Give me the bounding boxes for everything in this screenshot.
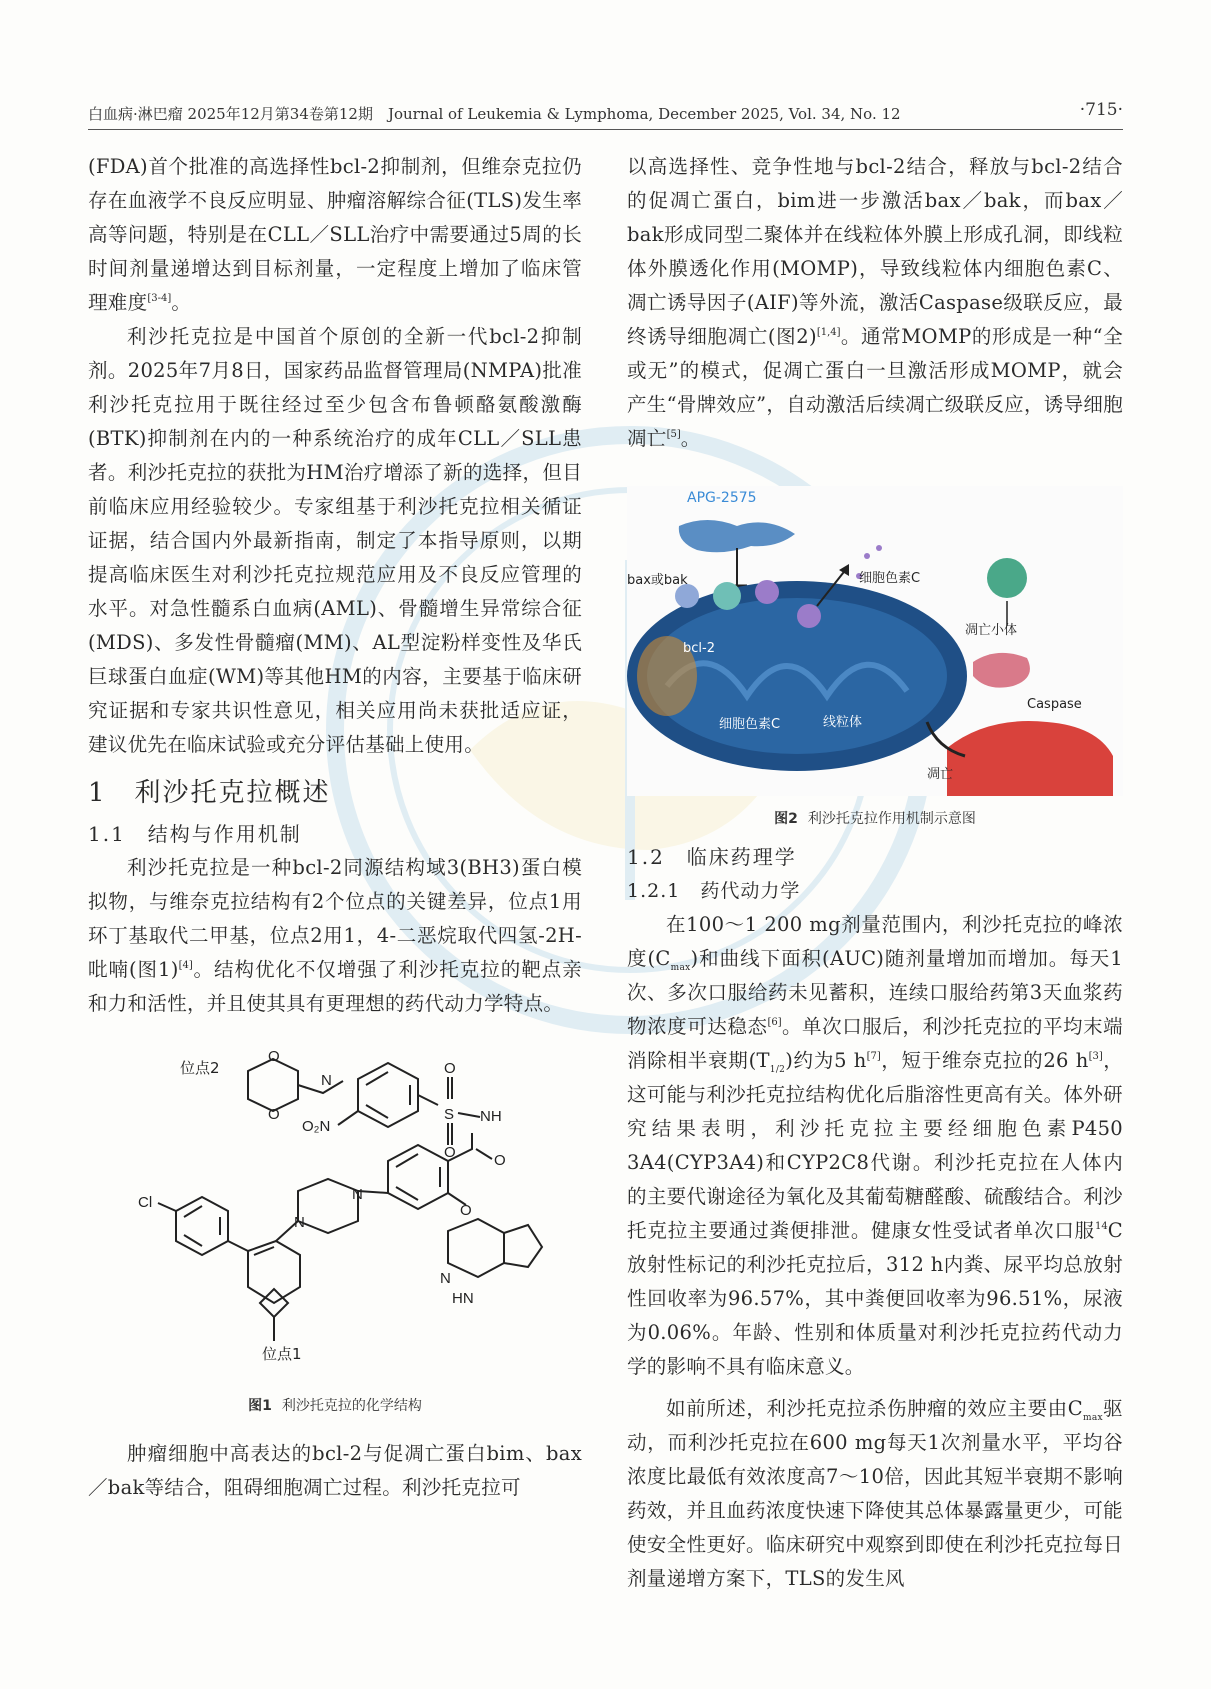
paragraph: (FDA)首个批准的高选择性bcl-2抑制剂，但维奈克拉仍存在血液学不良反应明显、肿瘤溶解综合征(TLS)发生率高等问题，特别是在CLL／SLL治疗中需要通过5周的长时间剂量递增达到目标剂量，一定程度上增加了临床管理难度[3-4]。: [88, 155, 582, 314]
paragraph: 在100～1 200 mg剂量范围内，利沙托克拉的峰浓度$(C_{max})$和曲线下面积(AUC)随剂量增加而增加。每天1次、多次口服给药未见蓄积，连续口服给药第3天血浆药物浓度可达稳态[6]。单次口服后，利沙托克拉的平均末端消除相半衰期$(T_{1/2})$约为5 h[7]，短于维奈克拉的26 h[3]，这可能与利沙托克拉结构优化后脂溶性更高有关。体外研究结果表明，利沙托克拉主要经细胞色素P450 3A4(CYP3A4)和CYP2C8代谢。利沙托克拉在人体内的主要代谢途径为氧化及其葡萄糖醛酸、硫酸结合。利沙托克拉主要通过粪便排泄。健康女性受试者单次口服$^{14}$C放射性标记的利沙托克拉后，312 h内粪、尿平均总放射性回收率为96.57%，其中粪便回收率为96.51%，尿液为0.06%。年龄、性别和体质量对利沙托克拉药代动力学的影响不具有临床意义。: [627, 913, 1124, 1378]
subsection-heading: 1.2 临床药理学: [627, 845, 797, 869]
atom-label: N: [321, 1072, 332, 1089]
atom-label: O: [268, 1048, 280, 1065]
paragraph: 利沙托克拉是一种bcl-2同源结构域3(BH3)蛋白模拟物，与维奈克拉结构有2个位点的关键差异，位点1用环丁基取代二甲基，位点2用1，4-二恶烷取代四氢-2H-吡喃(图1)[4]。结构优化不仅增强了利沙托克拉的靶点亲和力和活性，并且使其具有更理想的药代动力学特点。: [88, 856, 583, 1015]
atom-label: N: [294, 1214, 305, 1231]
mechanism-illustration: [627, 486, 1123, 796]
atom-label: N: [440, 1270, 451, 1287]
atom-label: Cl: [138, 1194, 153, 1211]
protein-label: bax或bak: [627, 573, 688, 588]
atom-label: O: [444, 1144, 456, 1161]
atom-label: O: [268, 1106, 280, 1123]
atom-label: HN: [452, 1290, 474, 1307]
cytc-label: 细胞色素C: [859, 571, 921, 586]
figure-1-caption: 图1 利沙托克拉的化学结构: [248, 1398, 422, 1414]
paragraph: 如前所述，利沙托克拉杀伤肿瘤的效应主要由$C_{max}$驱动，而利沙托克拉在600 mg每天1次剂量水平，平均谷浓度比最低有效浓度高7～10倍，因此其短半衰期不影响药效，并且血药浓度快速下降使其总体暴露量更少，可能使安全性更好。临床研究中观察到即使在利沙托克拉每日剂量递增方案下，TLS的发生风: [627, 1397, 1123, 1590]
apoptosis-label: 凋亡: [927, 767, 954, 782]
chemical-structure: [88, 1041, 582, 1391]
paragraph: 利沙托克拉是中国首个原创的全新一代bcl-2抑制剂。2025年7月8日，国家药品监督管理局(NMPA)批准利沙托克拉用于既往经过至少包含布鲁顿酪氨酸激酶(BTK)抑制剂在内的一种系统治疗的成年CLL／SLL患者。利沙托克拉的获批为HM治疗增添了新的选择，但目前临床应用经验较少。专家组基于利沙托克拉相关循证证据，结合国内外最新指南，制定了本指导原则，以期提高临床医生对利沙托克拉规范应用及不良反应管理的水平。对急性髓系白血病(AML)、骨髓增生异常综合征(MDS)、多发性骨髓瘤(MM)、AL型淀粉样变性及华氏巨球蛋白血症(WM)等其他HM的内容，主要基于临床研究证据和专家共识性意见，相关应用尚未获批适应证，建议优先在临床试验或充分评估基础上使用。: [88, 325, 582, 756]
atom-label: O: [494, 1152, 506, 1169]
nitro-label: O₂N: [302, 1118, 331, 1135]
atom-label: O: [460, 1202, 472, 1219]
atom-label: N: [352, 1186, 363, 1203]
drug-label: APG-2575: [687, 490, 757, 506]
left-column: [88, 150, 582, 1505]
page-number: ·715·: [1079, 100, 1123, 120]
subsubsection-heading: 1.2.1 药代动力学: [627, 880, 801, 902]
right-column: [627, 150, 1123, 1596]
section-heading: 1 利沙托克拉概述: [88, 778, 331, 808]
caspase-label: Caspase: [1027, 697, 1082, 712]
site-2-label: 位点2: [180, 1059, 220, 1077]
running-header: [88, 100, 1123, 126]
figure-1: [88, 1041, 582, 1421]
mitochondrion-label: 线粒体: [823, 715, 863, 730]
cytc-inner-label: 细胞色素C: [719, 717, 781, 732]
apoptosome-label: 凋亡小体: [965, 623, 1018, 638]
journal-info: 白血病·淋巴瘤 2025年12月第34卷第12期 Journal of Leukemia & Lymphoma, December 2025, Vol. 34, No. 12: [88, 105, 901, 123]
atom-label: O: [444, 1060, 456, 1077]
figure-2: [627, 486, 1123, 828]
header-rule: [88, 129, 1123, 130]
paragraph: 以高选择性、竞争性地与bcl-2结合，释放与bcl-2结合的促凋亡蛋白，bim进一步激活bax／bak，而bax／bak形成同型二聚体并在线粒体外膜上形成孔洞，即线粒体外膜透化作用(MOMP)，导致线粒体内细胞色素C、凋亡诱导因子(AIF)等外流，激活Caspase级联反应，最终诱导细胞凋亡(图2)[1,4]。通常MOMP的形成是一种“全或无”的模式，促凋亡蛋白一旦激活形成MOMP，就会产生“骨牌效应”，自动激活后续凋亡级联反应，诱导细胞凋亡[5]。: [627, 155, 1123, 450]
protein-label: bcl-2: [683, 641, 715, 656]
figure-2-caption: 图2 利沙托克拉作用机制示意图: [774, 811, 976, 827]
subsection-heading: 1.1 结构与作用机制: [88, 822, 302, 846]
atom-label: NH: [480, 1108, 502, 1125]
site-1-label: 位点1: [262, 1345, 302, 1363]
paragraph: 肿瘤细胞中高表达的bcl-2与促凋亡蛋白bim、bax／bak等结合，阻碍细胞凋亡过程。利沙托克拉可: [88, 1442, 582, 1499]
atom-label: S: [444, 1106, 455, 1123]
